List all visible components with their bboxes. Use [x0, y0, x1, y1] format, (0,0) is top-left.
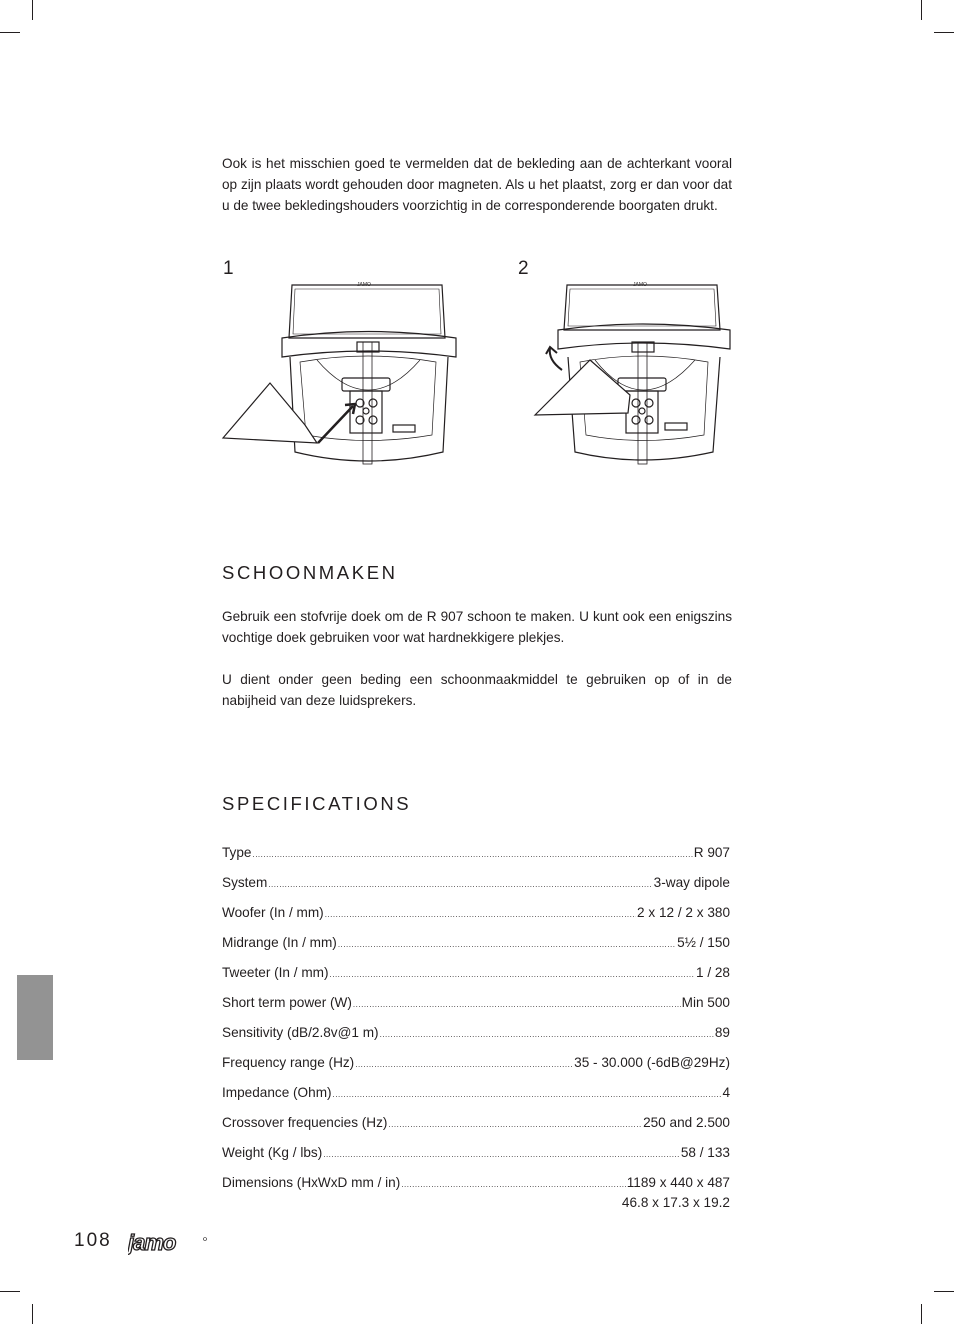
page-number: 108 [74, 1230, 112, 1251]
spec-label: Impedance (Ohm) [222, 1085, 332, 1100]
cleaning-heading: SCHOONMAKEN [222, 562, 398, 583]
spec-value: 2 x 12 / 2 x 380 [637, 905, 730, 920]
figure-2-speaker-illustration [530, 270, 775, 470]
dot-leader [338, 940, 676, 949]
dot-leader [401, 1180, 625, 1189]
figure-1-speaker-illustration [220, 270, 465, 470]
spec-label: Midrange (In / mm) [222, 935, 337, 950]
spec-label: Frequency range (Hz) [222, 1055, 355, 1070]
spec-value: 250 and 2.500 [643, 1115, 730, 1130]
spec-label: Crossover frequencies (Hz) [222, 1115, 388, 1130]
spec-value: 3-way dipole [653, 875, 730, 890]
crop-mark [32, 0, 33, 20]
crop-mark [921, 0, 922, 20]
spec-label: Woofer (In / mm) [222, 905, 324, 920]
jamo-logo [128, 1233, 208, 1255]
dot-leader [330, 970, 695, 979]
spec-row-impedance [222, 1085, 730, 1115]
dot-leader [325, 910, 636, 919]
specifications-list [222, 845, 730, 1210]
dot-leader [355, 1060, 573, 1069]
spec-value: 1189 x 440 x 487 [626, 1175, 730, 1190]
spec-dimensions-imperial: 46.8 x 17.3 x 19.2 [621, 1195, 730, 1210]
spec-row-type [222, 845, 730, 875]
spec-row-tweeter [222, 965, 730, 995]
spec-label: Tweeter (In / mm) [222, 965, 329, 980]
spec-row-weight [222, 1145, 730, 1175]
dot-leader [323, 1150, 680, 1159]
figure-2-brand-label: JAMO [633, 282, 647, 288]
spec-label: Short term power (W) [222, 995, 352, 1010]
spec-row-system [222, 875, 730, 905]
spec-value: 35 - 30.000 (-6dB@29Hz) [574, 1055, 730, 1070]
spec-row-short-term-power [222, 995, 730, 1025]
dot-leader [333, 1090, 722, 1099]
crop-mark [921, 1304, 922, 1324]
logo-text: jamo [128, 1233, 176, 1255]
dot-leader [380, 1030, 714, 1039]
spec-row-woofer [222, 905, 730, 935]
cleaning-paragraph-2: U dient onder geen beding een schoonmaakmiddel te gebruiken op of in de nabijheid van deze luidsprekers. [222, 672, 732, 708]
crop-mark [0, 1291, 20, 1292]
spec-value: 89 [714, 1025, 730, 1040]
figure-1-number: 1 [223, 258, 234, 279]
spec-value: 1 / 28 [695, 965, 730, 980]
spec-label: Sensitivity (dB/2.8v@1 m) [222, 1025, 379, 1040]
side-tab [17, 975, 53, 1060]
spec-row-sensitivity [222, 1025, 730, 1055]
cleaning-paragraph-1: Gebruik een stofvrije doek om de R 907 schoon te maken. U kunt ook een enigszins vochtige doek gebruiken voor wat hardnekkigere plekjes. [222, 609, 732, 645]
spec-value: 5½ / 150 [677, 935, 730, 950]
crop-mark [32, 1304, 33, 1324]
intro-paragraph: Ook is het misschien goed te vermelden dat de bekleding aan de achterkant vooral op zijn plaats wordt gehouden door magneten. Als u het plaatst, zorg er dan voor dat u de twee bekledingshouders voorzichtig in de corresponderende boorgaten drukt. [222, 156, 732, 213]
dot-leader [388, 1120, 642, 1129]
spec-label: System [222, 875, 268, 890]
dot-leader [268, 880, 652, 889]
crop-mark [934, 1291, 954, 1292]
figure-1-brand-label: JAMO [357, 282, 371, 288]
spec-value: R 907 [693, 845, 730, 860]
dot-leader [353, 1000, 681, 1009]
specifications-heading: SPECIFICATIONS [222, 793, 412, 814]
spec-row-crossover [222, 1115, 730, 1145]
figure-2-number: 2 [518, 258, 529, 279]
spec-value: 58 / 133 [680, 1145, 730, 1160]
spec-value: Min 500 [681, 995, 730, 1010]
spec-label: Type [222, 845, 252, 860]
spec-row-frequency-range [222, 1055, 730, 1085]
spec-value: 4 [722, 1085, 730, 1100]
spec-label: Weight (Kg / lbs) [222, 1145, 323, 1160]
dot-leader [252, 850, 692, 859]
crop-mark [934, 32, 954, 33]
spec-label: Dimensions (HxWxD mm / in) [222, 1175, 401, 1190]
spec-row-midrange [222, 935, 730, 965]
crop-mark [0, 32, 20, 33]
